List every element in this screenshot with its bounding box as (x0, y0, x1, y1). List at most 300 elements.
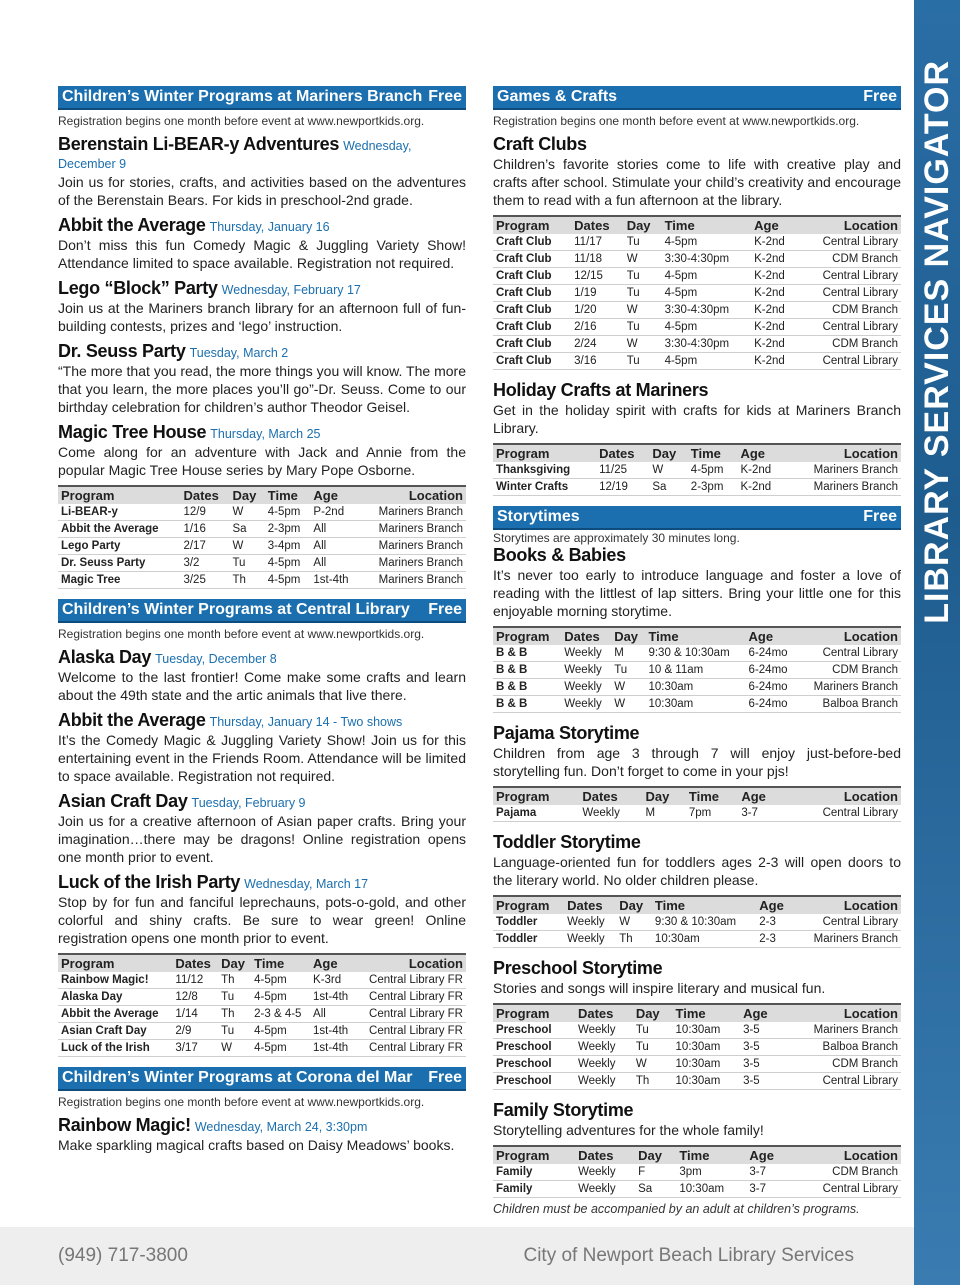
event-title: Alaska Day (58, 647, 152, 667)
table-cell: Rainbow Magic! (58, 972, 172, 989)
table-header-row (493, 216, 901, 234)
column-header: Program (493, 1004, 575, 1022)
table-row (493, 914, 901, 931)
table-cell: Central Library (798, 234, 901, 251)
event-item (58, 647, 466, 704)
table-cell: W (611, 679, 645, 696)
table-cell: W (616, 914, 652, 931)
mariners-header: Children’s Winter Programs at Mariners Branch Free (58, 86, 466, 110)
event-description: Welcome to the last frontier! Come make some crafts and learn about the 49th state and the artic animals that live there. (58, 669, 466, 703)
table-cell: 11/25 (596, 462, 649, 479)
free-badge: Free (428, 601, 462, 618)
column-header: Dates (575, 1146, 635, 1164)
table-cell: 3/25 (180, 572, 229, 589)
column-header: Age (310, 954, 355, 972)
column-header: Program (493, 896, 564, 914)
event-title: Family Storytime (493, 1100, 634, 1120)
column-header: Location (359, 486, 466, 504)
event-date: Thursday, January 14 - Two shows (209, 715, 403, 729)
table-row (493, 479, 901, 496)
table-cell: Craft Club (493, 302, 571, 319)
column-header: Location (356, 954, 466, 972)
table-cell: Mariners Branch (793, 931, 901, 948)
event-title: Craft Clubs (493, 134, 587, 154)
table-row (58, 555, 466, 572)
table-row (58, 972, 466, 989)
table-cell: Th (218, 972, 251, 989)
table-cell: CDM Branch (798, 302, 901, 319)
table-cell: 4-5pm (662, 268, 752, 285)
event-title: Preschool Storytime (493, 958, 663, 978)
table-cell: Mariners Branch (797, 679, 901, 696)
event-item (58, 1115, 466, 1154)
table-cell: 3-5 (740, 1022, 781, 1039)
table-cell: 4-5pm (265, 555, 311, 572)
table-cell: 4-5pm (251, 1040, 310, 1057)
event-description: Don’t miss this fun Comedy Magic & Juggling Variety Show! Attendance limited to space available. Registration not required. (58, 237, 466, 271)
table-row (58, 1040, 466, 1057)
table-cell: Mariners Branch (359, 521, 466, 538)
column-header: Dates (564, 896, 616, 914)
event-title: Asian Craft Day (58, 791, 188, 811)
table-header-row (493, 787, 901, 805)
registration-note: Registration begins one month before event at www.newportkids.org. (58, 114, 425, 128)
table-row (493, 1039, 901, 1056)
table-cell: 2-3pm (265, 521, 311, 538)
column-header: Location (783, 787, 901, 805)
table-cell: K-2nd (737, 479, 784, 496)
event-date: Wednesday, February 17 (221, 283, 361, 297)
table-cell: Li-BEAR-y (58, 504, 180, 521)
column-header: Time (265, 486, 311, 504)
event-date: Tuesday, February 9 (191, 796, 306, 810)
table-cell: Preschool (493, 1022, 575, 1039)
books-babies-table (493, 626, 901, 713)
table-cell: 1st-4th (310, 989, 355, 1006)
table-cell: 2-3 (756, 931, 793, 948)
column-header: Day (611, 627, 645, 645)
table-cell: Tu (633, 1022, 673, 1039)
table-row (58, 538, 466, 555)
column-header: Day (643, 787, 686, 805)
table-cell: Central Library (798, 285, 901, 302)
table-header-row (58, 954, 466, 972)
table-cell: Tu (624, 353, 662, 370)
table-cell: 4-5pm (251, 1023, 310, 1040)
table-cell: 3/17 (172, 1040, 218, 1057)
event-description: Get in the holiday spirit with crafts for kids at Mariners Branch Library. (493, 402, 901, 436)
table-cell: Craft Club (493, 268, 571, 285)
table-cell: Central Library FR (356, 1006, 466, 1023)
table-cell: Toddler (493, 914, 564, 931)
table-row (58, 1006, 466, 1023)
table-row (58, 504, 466, 521)
table-cell: Winter Crafts (493, 479, 596, 496)
table-cell: 10:30am (673, 1073, 741, 1090)
column-header: Location (793, 896, 901, 914)
table-cell: K-2nd (751, 285, 798, 302)
table-cell: Weekly (564, 931, 616, 948)
event-description: Language-oriented fun for toddlers ages 2-3 will open doors to the literary world. No older children please. (493, 854, 901, 888)
table-cell: 10:30am (645, 696, 745, 713)
column-header: Day (649, 444, 687, 462)
table-cell: Tu (633, 1039, 673, 1056)
event-description: It’s the Comedy Magic & Juggling Variety Show! Join us for this entertaining event in the Friends Room. Attendance will be limited to space available. Registration not required. (58, 732, 466, 784)
column-header: Age (751, 216, 798, 234)
table-cell: Preschool (493, 1056, 575, 1073)
table-cell: 3-4pm (265, 538, 311, 555)
column-header: Dates (561, 627, 611, 645)
table-row (493, 251, 901, 268)
table-cell: Weekly (561, 679, 611, 696)
event-description: Stop by for fun and fanciful leprechauns, pots-o-gold, and other colorful and shiny crafts. Be sure to wear green! Online registration opens one month prior to event. (58, 894, 466, 946)
table-cell: Central Library (789, 1181, 901, 1198)
table-cell: 3pm (676, 1164, 746, 1181)
table-cell: 4-5pm (265, 504, 311, 521)
column-header: Day (624, 216, 662, 234)
table-cell: Alaska Day (58, 989, 172, 1006)
event-description: Children’s favorite stories come to life with creative play and crafts after school. Stimulate your child’s creativity and encourage them to read with a fun afternoon at the library. (493, 156, 901, 208)
free-badge: Free (863, 88, 897, 105)
table-cell: K-2nd (751, 319, 798, 336)
table-cell: W (218, 1040, 251, 1057)
table-cell: Central Library (798, 353, 901, 370)
table-cell: Weekly (561, 696, 611, 713)
table-cell: 6-24mo (746, 679, 798, 696)
table-cell: 12/9 (180, 504, 229, 521)
event-title: Luck of the Irish Party (58, 872, 241, 892)
table-cell: Th (633, 1073, 673, 1090)
column-header: Program (493, 1146, 575, 1164)
table-row (58, 989, 466, 1006)
table-header-row (58, 486, 466, 504)
table-cell: Craft Club (493, 234, 571, 251)
event-title: Books & Babies (493, 545, 626, 565)
toddler-table (493, 895, 901, 948)
table-cell: Central Library FR (356, 972, 466, 989)
footer (0, 1227, 914, 1285)
table-row (58, 1023, 466, 1040)
column-header: Dates (596, 444, 649, 462)
table-cell: W (624, 336, 662, 353)
table-row (493, 336, 901, 353)
event-title: Abbit the Average (58, 215, 206, 235)
event-description: Come along for an adventure with Jack and Annie from the popular Magic Tree House series by Mary Pope Osborne. (58, 444, 466, 478)
table-cell: All (310, 521, 359, 538)
event-item (58, 134, 466, 209)
column-header: Time (688, 444, 738, 462)
preschool-storytime (493, 958, 901, 997)
central-header: Children’s Winter Programs at Central Library Free (58, 599, 466, 623)
table-cell: Lego Party (58, 538, 180, 555)
column-header: Location (797, 627, 901, 645)
table-cell: Tu (624, 319, 662, 336)
table-cell: 4-5pm (251, 972, 310, 989)
table-cell: 3:30-4:30pm (662, 336, 752, 353)
table-cell: 12/19 (596, 479, 649, 496)
table-cell: M (611, 645, 645, 662)
table-cell: Tu (624, 285, 662, 302)
event-date: Thursday, March 25 (210, 427, 321, 441)
table-cell: K-2nd (751, 268, 798, 285)
table-cell: Sa (635, 1181, 676, 1198)
table-cell: CDM Branch (797, 662, 901, 679)
table-header-row (493, 896, 901, 914)
table-cell: Central Library (781, 1073, 901, 1090)
table-cell: K-2nd (751, 353, 798, 370)
craft-clubs-table (493, 215, 901, 370)
registration-note: Registration begins one month before event at www.newportkids.org. (58, 627, 425, 641)
table-cell: K-2nd (751, 302, 798, 319)
event-title: Toddler Storytime (493, 832, 641, 852)
table-cell: 1/20 (571, 302, 624, 319)
table-cell: 6-24mo (746, 645, 798, 662)
table-cell: 3-5 (740, 1039, 781, 1056)
left-column (58, 86, 466, 1160)
table-cell: K-2nd (751, 251, 798, 268)
table-cell: Th (229, 572, 264, 589)
table-cell: 4-5pm (265, 572, 311, 589)
column-header: Age (310, 486, 359, 504)
table-cell: Tu (218, 1023, 251, 1040)
table-cell: W (229, 504, 264, 521)
table-cell: Mariners Branch (359, 538, 466, 555)
table-cell: 2-3 (756, 914, 793, 931)
table-cell: 3/16 (571, 353, 624, 370)
column-header: Day (616, 896, 652, 914)
table-cell: Balboa Branch (797, 696, 901, 713)
column-header: Time (673, 1004, 741, 1022)
table-header-row (493, 1146, 901, 1164)
table-cell: Central Library FR (356, 1023, 466, 1040)
table-cell: 10 & 11am (645, 662, 745, 679)
table-row (493, 931, 901, 948)
family-table (493, 1145, 901, 1198)
free-badge: Free (428, 88, 462, 105)
table-cell: F (635, 1164, 676, 1181)
event-item (58, 710, 466, 785)
table-cell: Sa (229, 521, 264, 538)
event-title: Abbit the Average (58, 710, 206, 730)
event-title: Magic Tree House (58, 422, 207, 442)
table-cell: Dr. Seuss Party (58, 555, 180, 572)
table-cell: 3-7 (746, 1164, 788, 1181)
table-cell: B & B (493, 662, 561, 679)
table-header-row (493, 627, 901, 645)
table-row (493, 645, 901, 662)
table-cell: 4-5pm (251, 989, 310, 1006)
column-header: Age (746, 627, 798, 645)
table-cell: 3:30-4:30pm (662, 251, 752, 268)
storytime-length-note: Storytimes are approximately 30 minutes long. (493, 531, 740, 545)
table-cell: Mariners Branch (785, 479, 901, 496)
table-cell: All (310, 538, 359, 555)
table-row (58, 572, 466, 589)
table-cell: 3-5 (740, 1056, 781, 1073)
table-cell: Th (218, 1006, 251, 1023)
table-cell: CDM Branch (781, 1056, 901, 1073)
table-cell: Central Library (798, 319, 901, 336)
column-header: Dates (172, 954, 218, 972)
right-column (493, 86, 901, 1216)
column-header: Dates (579, 787, 642, 805)
table-cell: Th (616, 931, 652, 948)
table-cell: 1st-4th (310, 1023, 355, 1040)
table-cell: Luck of the Irish (58, 1040, 172, 1057)
table-cell: Craft Club (493, 285, 571, 302)
registration-note: Registration begins one month before event at www.newportkids.org. (58, 1095, 425, 1109)
table-cell: 11/12 (172, 972, 218, 989)
event-date: Tuesday, December 8 (155, 652, 277, 666)
table-cell: 10:30am (676, 1181, 746, 1198)
table-cell: Weekly (564, 914, 616, 931)
table-cell: Weekly (575, 1181, 635, 1198)
column-header: Day (218, 954, 251, 972)
central-schedule-table (58, 953, 466, 1057)
table-cell: 9:30 & 10:30am (645, 645, 745, 662)
table-cell: 2/24 (571, 336, 624, 353)
table-cell: 4-5pm (662, 353, 752, 370)
table-cell: Craft Club (493, 336, 571, 353)
table-cell: W (633, 1056, 673, 1073)
column-header: Program (493, 787, 579, 805)
table-cell: K-3rd (310, 972, 355, 989)
column-header: Dates (571, 216, 624, 234)
books-babies (493, 545, 901, 620)
table-cell: 3-5 (740, 1073, 781, 1090)
table-row (493, 353, 901, 370)
corona-header: Children’s Winter Programs at Corona del Mar Free (58, 1067, 466, 1091)
table-cell: CDM Branch (789, 1164, 901, 1181)
table-cell: CDM Branch (798, 336, 901, 353)
table-cell: 3-7 (738, 805, 782, 822)
table-cell: 4-5pm (662, 234, 752, 251)
adult-accompaniment-note: Children must be accompanied by an adult at children’s programs. (493, 1202, 860, 1216)
column-header: Program (493, 627, 561, 645)
table-cell: 4-5pm (662, 285, 752, 302)
table-row (493, 1073, 901, 1090)
table-cell: Balboa Branch (781, 1039, 901, 1056)
table-cell: Central Library FR (356, 1040, 466, 1057)
table-cell: 10:30am (645, 679, 745, 696)
event-item (58, 791, 466, 866)
table-cell: Weekly (561, 662, 611, 679)
table-cell: Weekly (575, 1022, 633, 1039)
table-cell: Abbit the Average (58, 1006, 172, 1023)
table-row (493, 1164, 901, 1181)
event-description: It’s never too early to introduce language and foster a love of reading with the littlest of lap sitters. Bring your little one for this enjoyable morning storytime. (493, 567, 901, 619)
column-header: Program (493, 444, 596, 462)
event-description: Storytelling adventures for the whole family! (493, 1122, 764, 1138)
table-cell: W (624, 251, 662, 268)
table-row (493, 268, 901, 285)
table-cell: Central Library (783, 805, 901, 822)
table-cell: 1st-4th (310, 1040, 355, 1057)
table-cell: Asian Craft Day (58, 1023, 172, 1040)
table-cell: 2-3pm (688, 479, 738, 496)
table-cell: W (229, 538, 264, 555)
table-cell: Weekly (561, 645, 611, 662)
column-header: Program (493, 216, 571, 234)
table-cell: 1/19 (571, 285, 624, 302)
table-cell: Thanksgiving (493, 462, 596, 479)
column-header: Location (785, 444, 901, 462)
pajama-table (493, 786, 901, 822)
column-header: Time (676, 1146, 746, 1164)
event-item (58, 872, 466, 947)
table-row (493, 285, 901, 302)
event-item (58, 215, 466, 272)
table-cell: 3/2 (180, 555, 229, 572)
table-cell: 7pm (686, 805, 738, 822)
table-cell: 9:30 & 10:30am (652, 914, 756, 931)
table-cell: K-2nd (751, 336, 798, 353)
table-row (493, 805, 901, 822)
footer-organization: City of Newport Beach Library Services (523, 1245, 854, 1266)
table-row (493, 1056, 901, 1073)
table-cell: 1/14 (172, 1006, 218, 1023)
table-cell: W (611, 696, 645, 713)
table-cell: 4-5pm (662, 319, 752, 336)
table-cell: Toddler (493, 931, 564, 948)
event-title: Rainbow Magic! (58, 1115, 191, 1135)
table-cell: Craft Club (493, 353, 571, 370)
table-cell: Mariners Branch (359, 572, 466, 589)
table-cell: 11/18 (571, 251, 624, 268)
free-badge: Free (863, 508, 897, 525)
table-cell: B & B (493, 679, 561, 696)
table-cell: Weekly (575, 1164, 635, 1181)
event-date: Wednesday, March 24, 3:30pm (194, 1120, 368, 1134)
table-cell: 2-3 & 4-5 (251, 1006, 310, 1023)
table-cell: All (310, 1006, 355, 1023)
event-title: Pajama Storytime (493, 723, 640, 743)
preschool-table (493, 1003, 901, 1090)
table-cell: Weekly (575, 1039, 633, 1056)
table-cell: K-2nd (751, 234, 798, 251)
table-header-row (493, 1004, 901, 1022)
table-cell: Tu (624, 234, 662, 251)
column-header: Day (229, 486, 264, 504)
games-header: Games & Crafts Free (493, 86, 901, 110)
table-cell: Sa (649, 479, 687, 496)
family-storytime (493, 1100, 901, 1139)
column-header: Time (652, 896, 756, 914)
event-description: Stories and songs will inspire literary and musical fun. (493, 980, 826, 996)
table-cell: 6-24mo (746, 662, 798, 679)
table-cell: Preschool (493, 1039, 575, 1056)
table-cell: Central Library FR (356, 989, 466, 1006)
table-row (493, 462, 901, 479)
table-cell: Mariners Branch (359, 504, 466, 521)
column-header: Age (756, 896, 793, 914)
table-cell: 4-5pm (688, 462, 738, 479)
table-header-row (493, 444, 901, 462)
table-cell: B & B (493, 696, 561, 713)
event-item (58, 341, 466, 416)
table-row (493, 662, 901, 679)
table-cell: Weekly (575, 1056, 633, 1073)
column-header: Day (633, 1004, 673, 1022)
craft-clubs (493, 134, 901, 209)
table-cell: Weekly (579, 805, 642, 822)
event-item (58, 422, 466, 479)
table-cell: Central Library (797, 645, 901, 662)
event-date: Wednesday, December 9 (58, 139, 412, 171)
registration-note: Registration begins one month before event at www.newportkids.org. (493, 114, 860, 128)
footer-phone: (949) 717-3800 (58, 1245, 188, 1266)
holiday-crafts (493, 380, 901, 437)
